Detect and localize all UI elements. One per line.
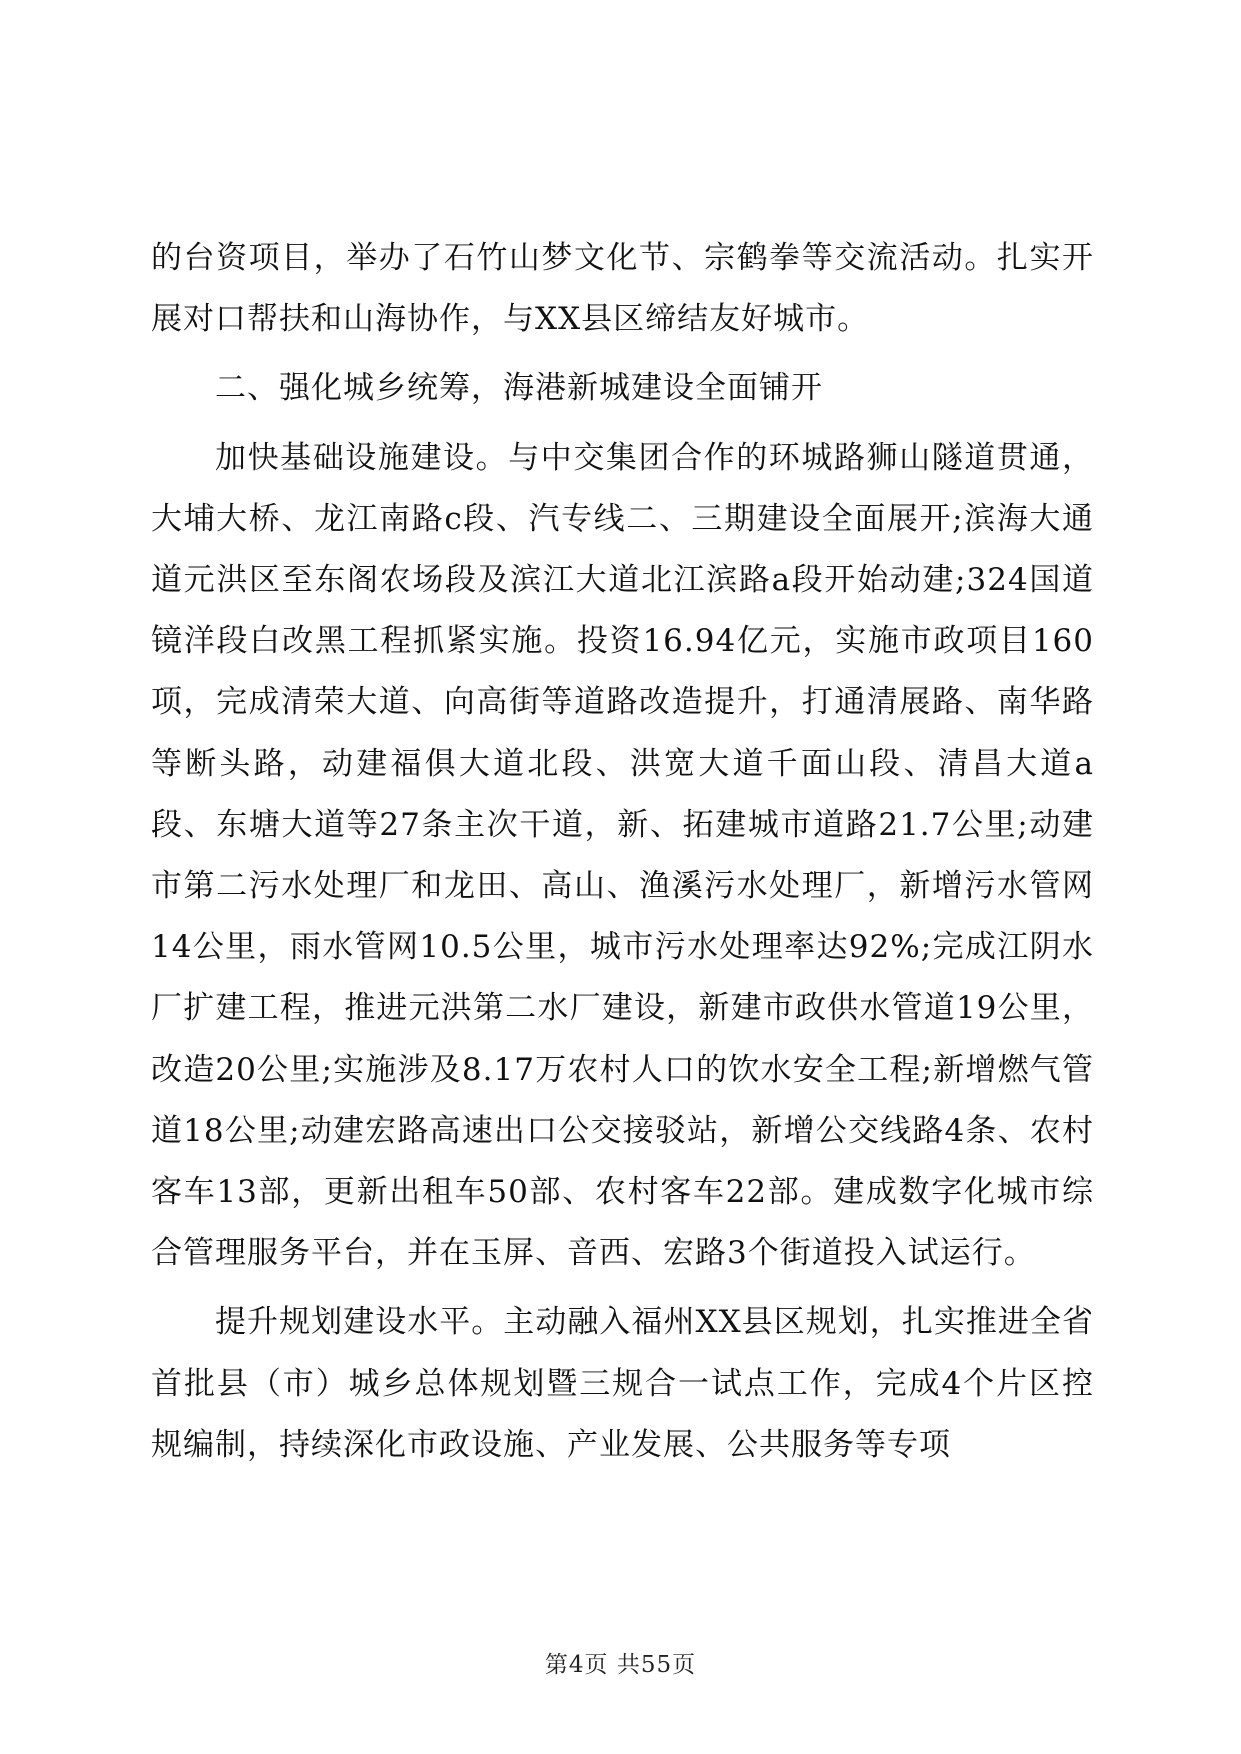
section-heading: 二、强化城乡统筹，海港新城建设全面铺开 [215,370,823,407]
paragraph-planning: 提升规划建设水平。主动融入福州XX县区规划，扎实推进全省首批县（市）城乡总体规划暨三规合一试点工作，完成4个片区控规编制，持续深化市政设施、产业发展、公共服务等专项 [151,1304,1094,1463]
paragraph-infrastructure: 加快基础设施建设。与中交集团合作的环城路狮山隧道贯通，大埔大桥、龙江南路c段、汽专线二、三期建设全面展开;滨海大通道元洪区至东阁农场段及滨江大道北江滨路a段开始动建;324国道镜洋段白改黑工程抓紧实施。投资16.94亿元，实施市政项目160项，完成清荣大道、向高街等道路改造提升，打通清展路、南华路等断头路，动建福俱大道北段、洪宽大道千面山段、清昌大道a段、东塘大道等27条主次干道，新、拓建城市道路21.7公里;动建市第二污水处理厂和龙田、高山、渔溪污水处理厂，新增污水管网14公里，雨水管网10.5公里，城市污水处理率达92%;完成江阴水厂扩建工程，推进元洪第二水厂建设，新建市政供水管道19公里，改造20公里;实施涉及8.17万农村人口的饮水安全工程;新增燃气管道18公里;动建宏路高速出口公交接驳站，新增公交线路4条、农村客车13部，更新出租车50部、农村客车22部。建成数字化城市综合管理服务平台，并在玉屏、音西、宏路3个街道投入试运行。 [151,439,1094,1272]
document-body [151,228,1094,1476]
paragraph-continuation: 的台资项目，举办了石竹山梦文化节、宗鹤拳等交流活动。扎实开展对口帮扶和山海协作，与XX县区缔结友好城市。 [151,240,1094,338]
page-footer: 第4页 共55页 [544,1652,697,1678]
